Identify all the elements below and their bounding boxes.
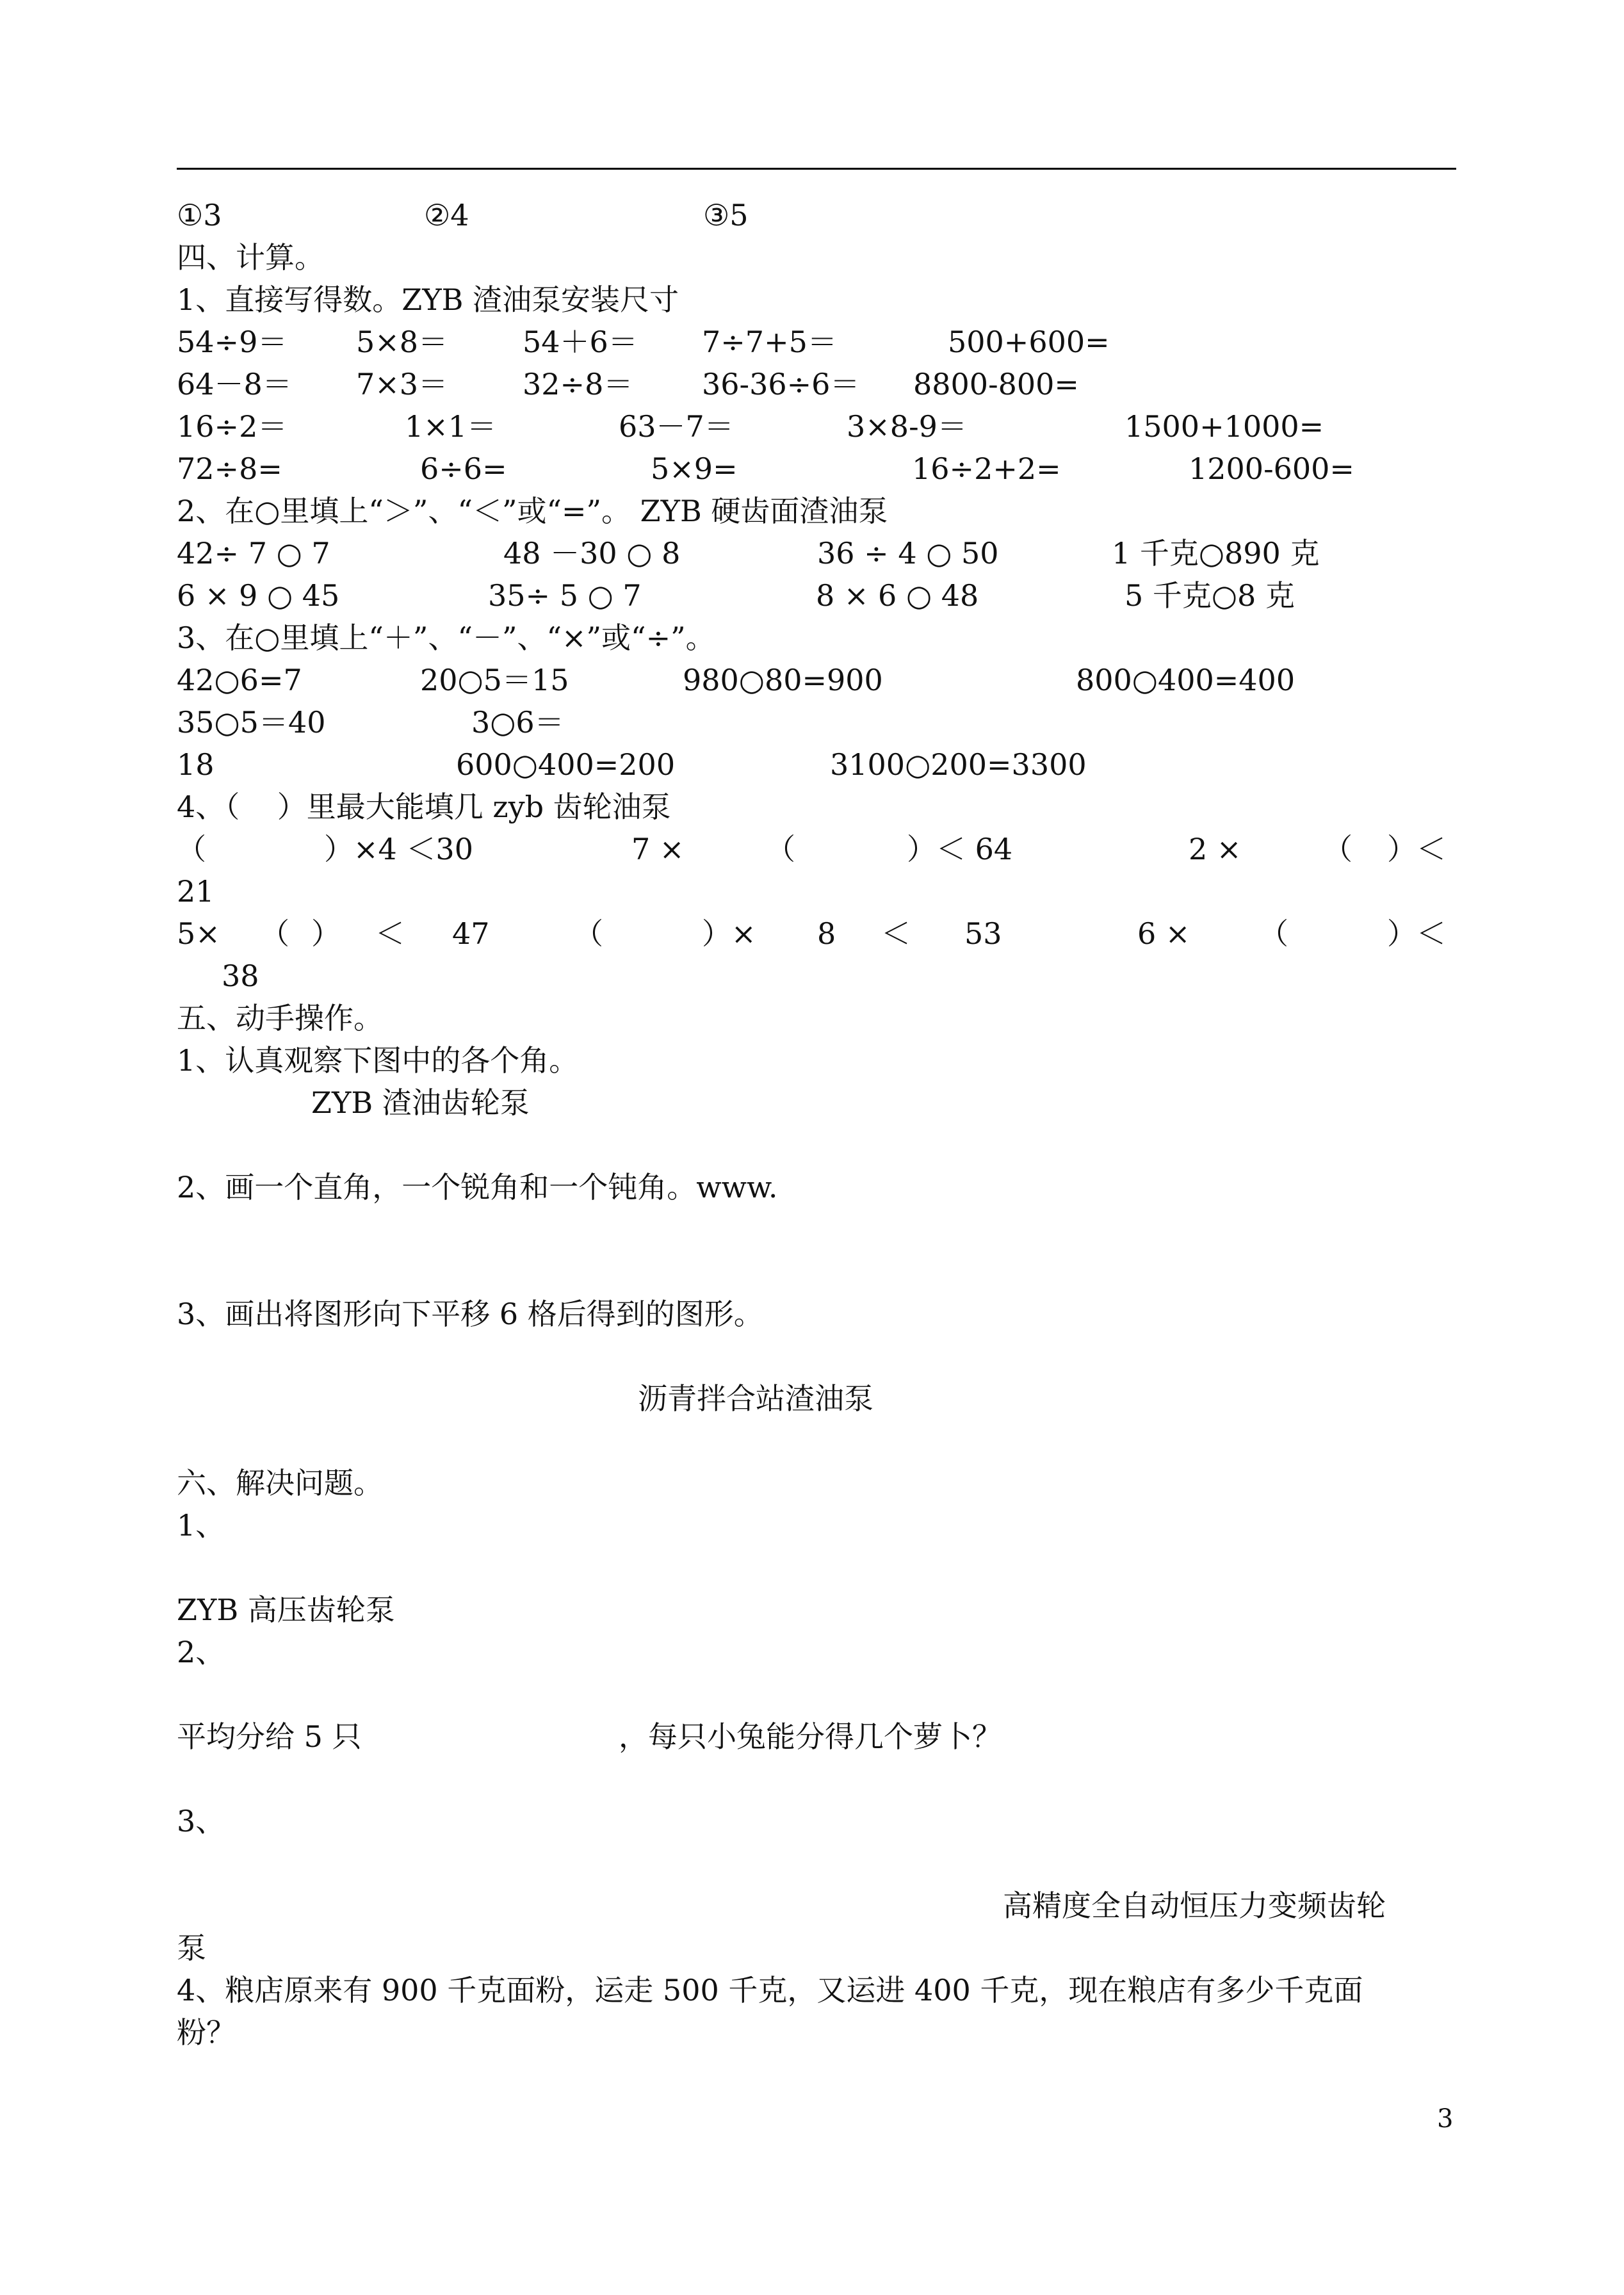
text-line-17-segment-1: （: [260, 916, 289, 951]
text-line-4-segment-0: 64－8＝: [177, 367, 292, 401]
text-line-17-segment-4: 47: [452, 916, 490, 951]
text-line-13-segment-2: 3100○200=3300: [830, 747, 1087, 782]
text-line-8-segment-3: 1 千克○890 克: [1112, 536, 1320, 571]
text-line-5-segment-3: 3×8-9＝: [847, 409, 967, 444]
text-line-17-segment-8: ＜: [881, 916, 911, 951]
text-line-29-segment-0: 平均分给 5 只: [177, 1719, 362, 1754]
text-line-5-segment-1: 1×1＝: [405, 409, 497, 444]
text-line-17-segment-11: （: [1259, 916, 1288, 951]
text-line-24-segment-0: 沥青拌合站渣油泵: [638, 1381, 873, 1416]
text-line-21-segment-0: ZYB 渣油齿轮泵: [311, 1085, 530, 1120]
text-line-14-segment-0: 4、（ ）里最大能填几 zyb 齿轮油泵: [177, 790, 671, 824]
text-line-11-segment-3: 800○400=400: [1076, 663, 1295, 697]
text-line-11-segment-2: 980○80=900: [683, 663, 883, 697]
text-line-15-segment-3: （: [766, 832, 795, 866]
text-line-3-segment-4: 500+600=: [948, 325, 1110, 359]
text-line-13-segment-0: 18: [177, 747, 215, 782]
text-line-6-segment-1: 6÷6=: [420, 451, 507, 486]
text-line-1-segment-0: 四、计算。: [177, 240, 324, 275]
text-line-5-segment-0: 16÷2＝: [177, 409, 288, 444]
text-line-6-segment-3: 16÷2+2=: [912, 451, 1061, 486]
text-line-12-segment-1: 3○6＝: [471, 705, 564, 740]
text-line-23-segment-0: 3、画出将图形向下平移 6 格后得到的图形。: [177, 1297, 763, 1331]
text-line-16-segment-0: 21: [177, 874, 215, 909]
text-line-25-segment-0: 六、解决问题。: [177, 1466, 383, 1500]
text-line-9-segment-1: 35÷ 5 ○ 7: [488, 578, 642, 613]
text-line-17-segment-12: ）＜: [1387, 916, 1446, 951]
text-line-11-segment-1: 20○5＝15: [420, 663, 569, 697]
text-line-3-segment-3: 7÷7+5＝: [702, 325, 837, 359]
text-line-20-segment-0: 1、认真观察下图中的各个角。: [177, 1043, 579, 1078]
text-line-0-segment-1: ②4: [424, 198, 469, 232]
text-line-4-segment-1: 7×3＝: [356, 367, 448, 401]
text-line-17-segment-5: （: [574, 916, 603, 951]
text-line-6-segment-2: 5×9=: [651, 451, 738, 486]
text-line-6-segment-4: 1200-600=: [1189, 451, 1354, 486]
text-line-30-segment-0: 3、: [177, 1804, 225, 1838]
text-line-15-segment-5: 2 ×: [1189, 832, 1242, 866]
text-line-10-segment-0: 3、在○里填上“＋”、“－”、“×”或“÷”。: [177, 620, 715, 655]
text-line-15-segment-1: ）×4 ＜30: [324, 832, 473, 866]
text-line-15-segment-7: ）＜: [1387, 832, 1446, 866]
text-line-12-segment-0: 35○5＝40: [177, 705, 326, 740]
text-line-3-segment-0: 54÷9＝: [177, 325, 288, 359]
text-line-5-segment-2: 63－7＝: [619, 409, 734, 444]
text-line-15-segment-6: （: [1323, 832, 1352, 866]
text-line-17-segment-10: 6 ×: [1137, 916, 1190, 951]
text-line-3-segment-1: 5×8＝: [356, 325, 448, 359]
text-line-3-segment-2: 54＋6＝: [523, 325, 638, 359]
text-line-17-segment-9: 53: [964, 916, 1002, 951]
text-line-0-segment-0: ①3: [177, 198, 222, 232]
text-line-17-segment-0: 5×: [177, 916, 220, 951]
text-line-15-segment-2: 7 ×: [631, 832, 685, 866]
text-line-6-segment-0: 72÷8=: [177, 451, 282, 486]
text-line-15-segment-0: （: [177, 832, 206, 866]
text-line-22-segment-0: 2、画一个直角，一个锐角和一个钝角。www.: [177, 1170, 778, 1204]
page-number: 3: [1437, 2104, 1454, 2134]
text-line-7-segment-0: 2、在○里填上“＞”、“＜”或“=”。 ZYB 硬齿面渣油泵: [177, 494, 888, 528]
text-line-31-segment-0: 高精度全自动恒压力变频齿轮: [1003, 1888, 1386, 1923]
text-line-19-segment-0: 五、动手操作。: [177, 1001, 383, 1035]
text-line-13-segment-1: 600○400=200: [456, 747, 676, 782]
text-line-32-segment-0: 泵: [177, 1931, 206, 1965]
text-line-15-segment-4: ）＜ 64: [907, 832, 1013, 866]
text-line-28-segment-0: 2、: [177, 1635, 225, 1669]
text-line-27-segment-0: ZYB 高压齿轮泵: [177, 1593, 395, 1627]
text-line-29-segment-1: ，每只小兔能分得几个萝卜？: [619, 1719, 1002, 1754]
text-line-2-segment-0: 1、直接写得数。ZYB 渣油泵安装尺寸: [177, 282, 679, 317]
text-line-8-segment-2: 36 ÷ 4 ○ 50: [817, 536, 999, 571]
text-line-17-segment-2: ）: [311, 916, 341, 951]
text-line-34-segment-0: 粉？: [177, 2015, 236, 2050]
text-line-9-segment-3: 5 千克○8 克: [1125, 578, 1295, 613]
text-line-17-segment-7: 8: [817, 916, 836, 951]
text-line-11-segment-0: 42○6=7: [177, 663, 302, 697]
text-line-18-segment-0: 38: [222, 959, 259, 993]
text-line-5-segment-4: 1500+1000=: [1125, 409, 1324, 444]
text-line-0-segment-2: ③5: [703, 198, 749, 232]
text-line-4-segment-4: 8800-800=: [913, 367, 1079, 401]
text-line-8-segment-1: 48 －30 ○ 8: [503, 536, 681, 571]
text-line-17-segment-6: ）×: [702, 916, 756, 951]
text-line-4-segment-2: 32÷8＝: [523, 367, 633, 401]
header-rule: [177, 168, 1456, 170]
text-line-9-segment-0: 6 × 9 ○ 45: [177, 578, 340, 613]
text-line-8-segment-0: 42÷ 7 ○ 7: [177, 536, 330, 571]
text-line-9-segment-2: 8 × 6 ○ 48: [816, 578, 979, 613]
text-line-33-segment-0: 4、粮店原来有 900 千克面粉，运走 500 千克，又运进 400 千克，现在粮店有多少千克面: [177, 1973, 1363, 2007]
text-line-26-segment-0: 1、: [177, 1508, 225, 1543]
text-line-4-segment-3: 36-36÷6＝: [702, 367, 860, 401]
text-line-17-segment-3: ＜: [375, 916, 405, 951]
